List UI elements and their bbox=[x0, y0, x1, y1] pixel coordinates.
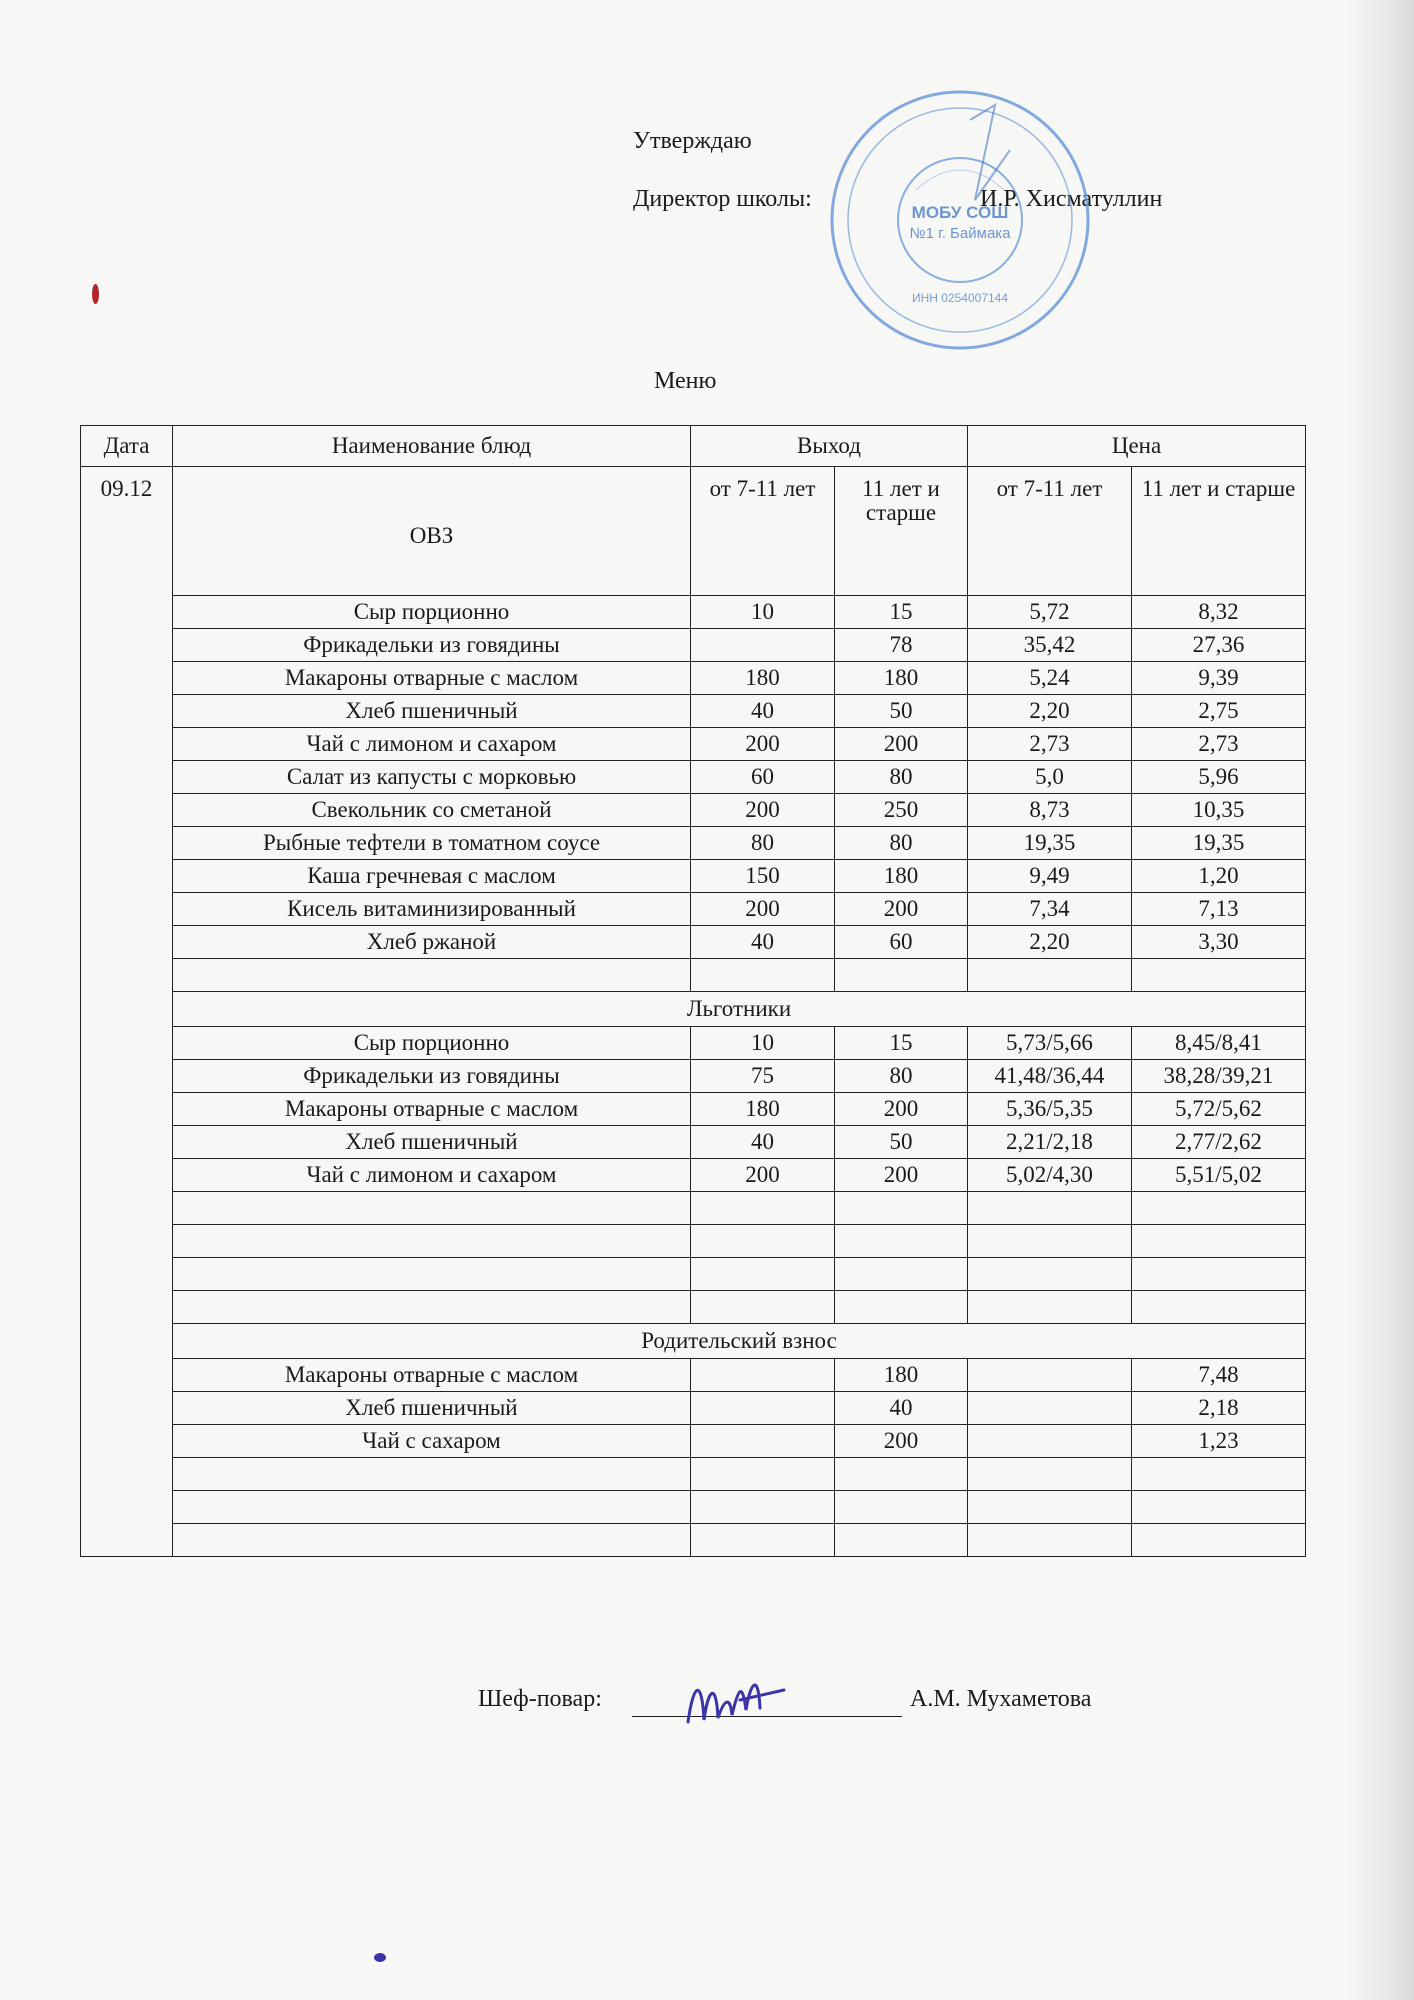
price-old: 2,18 bbox=[1132, 1392, 1306, 1425]
price-young: 41,48/36,44 bbox=[968, 1060, 1132, 1093]
empty-cell bbox=[1132, 1458, 1306, 1491]
output-young: 40 bbox=[691, 926, 835, 959]
output-young-label: от 7-11 лет bbox=[691, 467, 835, 596]
dish-name: Рыбные тефтели в томатном соусе bbox=[173, 827, 691, 860]
empty-cell bbox=[173, 1524, 691, 1557]
output-old: 80 bbox=[835, 1060, 968, 1093]
price-old: 2,75 bbox=[1132, 695, 1306, 728]
output-old: 40 bbox=[835, 1392, 968, 1425]
dish-name: Макароны отварные с маслом bbox=[173, 662, 691, 695]
empty-row bbox=[81, 1258, 1306, 1291]
table-row bbox=[81, 1126, 1306, 1159]
output-young: 10 bbox=[691, 596, 835, 629]
empty-cell bbox=[691, 959, 835, 992]
table-row bbox=[81, 1060, 1306, 1093]
ink-mark bbox=[92, 284, 99, 304]
table-row bbox=[81, 827, 1306, 860]
output-old-label: 11 лет и старше bbox=[835, 467, 968, 596]
price-old: 5,96 bbox=[1132, 761, 1306, 794]
price-young: 9,49 bbox=[968, 860, 1132, 893]
director-label: Директор школы: bbox=[633, 186, 812, 212]
empty-cell bbox=[173, 959, 691, 992]
dish-name: Салат из капусты с морковью bbox=[173, 761, 691, 794]
dish-name: Каша гречневая с маслом bbox=[173, 860, 691, 893]
table-row bbox=[81, 1159, 1306, 1192]
output-young bbox=[691, 629, 835, 662]
price-young: 2,21/2,18 bbox=[968, 1126, 1132, 1159]
empty-cell bbox=[691, 1524, 835, 1557]
dish-name: Чай с сахаром bbox=[173, 1425, 691, 1458]
group-ovz-label: ОВЗ bbox=[173, 467, 691, 596]
empty-cell bbox=[173, 1291, 691, 1324]
empty-cell bbox=[173, 1225, 691, 1258]
subheader-row bbox=[81, 467, 1306, 596]
price-young-label: от 7-11 лет bbox=[968, 467, 1132, 596]
price-old: 27,36 bbox=[1132, 629, 1306, 662]
table-row bbox=[81, 1392, 1306, 1425]
price-young: 8,73 bbox=[968, 794, 1132, 827]
empty-cell bbox=[691, 1491, 835, 1524]
output-young bbox=[691, 1425, 835, 1458]
output-old: 78 bbox=[835, 629, 968, 662]
output-old: 180 bbox=[835, 662, 968, 695]
output-young: 75 bbox=[691, 1060, 835, 1093]
empty-cell bbox=[835, 1192, 968, 1225]
output-young: 10 bbox=[691, 1027, 835, 1060]
output-old: 200 bbox=[835, 1425, 968, 1458]
price-old: 19,35 bbox=[1132, 827, 1306, 860]
output-old: 80 bbox=[835, 827, 968, 860]
empty-cell bbox=[1132, 1258, 1306, 1291]
price-old: 1,20 bbox=[1132, 860, 1306, 893]
empty-row bbox=[81, 1225, 1306, 1258]
output-young: 200 bbox=[691, 893, 835, 926]
output-young: 40 bbox=[691, 695, 835, 728]
table-row bbox=[81, 1359, 1306, 1392]
dish-name: Сыр порционно bbox=[173, 596, 691, 629]
output-young: 200 bbox=[691, 1159, 835, 1192]
menu-title: Меню bbox=[654, 368, 717, 394]
price-old: 2,77/2,62 bbox=[1132, 1126, 1306, 1159]
price-old: 8,45/8,41 bbox=[1132, 1027, 1306, 1060]
empty-cell bbox=[691, 1258, 835, 1291]
table-row bbox=[81, 893, 1306, 926]
empty-row bbox=[81, 1192, 1306, 1225]
empty-cell bbox=[691, 1192, 835, 1225]
output-young: 200 bbox=[691, 728, 835, 761]
empty-cell bbox=[1132, 1192, 1306, 1225]
empty-cell bbox=[835, 1524, 968, 1557]
price-young: 5,36/5,35 bbox=[968, 1093, 1132, 1126]
dish-name: Хлеб ржаной bbox=[173, 926, 691, 959]
empty-cell bbox=[1132, 1225, 1306, 1258]
director-name: И.Р. Хисматуллин bbox=[980, 186, 1163, 212]
dish-name: Свекольник со сметаной bbox=[173, 794, 691, 827]
price-young: 7,34 bbox=[968, 893, 1132, 926]
svg-text:№1 г. Баймака: №1 г. Баймака bbox=[909, 225, 1011, 242]
table-row bbox=[81, 596, 1306, 629]
menu-table bbox=[80, 425, 1306, 1557]
dish-name: Фрикадельки из говядины bbox=[173, 1060, 691, 1093]
output-old: 200 bbox=[835, 893, 968, 926]
empty-cell bbox=[835, 1458, 968, 1491]
price-young: 5,0 bbox=[968, 761, 1132, 794]
empty-cell bbox=[835, 1491, 968, 1524]
date-cell: 09.12 bbox=[81, 467, 173, 1557]
price-young bbox=[968, 1359, 1132, 1392]
empty-cell bbox=[173, 1491, 691, 1524]
dish-name: Сыр порционно bbox=[173, 1027, 691, 1060]
price-young bbox=[968, 1425, 1132, 1458]
dish-name: Фрикадельки из говядины bbox=[173, 629, 691, 662]
empty-cell bbox=[968, 1458, 1132, 1491]
price-young: 5,72 bbox=[968, 596, 1132, 629]
price-old: 38,28/39,21 bbox=[1132, 1060, 1306, 1093]
empty-cell bbox=[968, 1258, 1132, 1291]
output-young: 180 bbox=[691, 1093, 835, 1126]
empty-cell bbox=[691, 1458, 835, 1491]
empty-cell bbox=[835, 1258, 968, 1291]
price-young: 2,20 bbox=[968, 695, 1132, 728]
output-old: 80 bbox=[835, 761, 968, 794]
school-stamp bbox=[820, 80, 1100, 360]
chef-label: Шеф-повар: bbox=[478, 1686, 602, 1712]
chef-signature bbox=[680, 1660, 790, 1740]
empty-cell bbox=[968, 959, 1132, 992]
empty-cell bbox=[968, 1524, 1132, 1557]
benefit-section-title bbox=[81, 992, 1306, 1027]
table-row bbox=[81, 1027, 1306, 1060]
empty-row bbox=[81, 1458, 1306, 1491]
benefit-section-title-label: Льготники bbox=[173, 992, 1306, 1027]
output-old: 180 bbox=[835, 1359, 968, 1392]
table-row bbox=[81, 860, 1306, 893]
empty-row bbox=[81, 1291, 1306, 1324]
empty-cell bbox=[1132, 1491, 1306, 1524]
table-row bbox=[81, 695, 1306, 728]
header-output: Выход bbox=[691, 426, 968, 467]
price-young: 2,20 bbox=[968, 926, 1132, 959]
output-young bbox=[691, 1392, 835, 1425]
price-old: 9,39 bbox=[1132, 662, 1306, 695]
header-price: Цена bbox=[968, 426, 1306, 467]
parent-section-title-label: Родительский взнос bbox=[173, 1324, 1306, 1359]
header-name: Наименование блюд bbox=[173, 426, 691, 467]
dish-name: Макароны отварные с маслом bbox=[173, 1359, 691, 1392]
empty-cell bbox=[1132, 959, 1306, 992]
table-row bbox=[81, 1425, 1306, 1458]
price-young: 5,73/5,66 bbox=[968, 1027, 1132, 1060]
scan-edge-shadow bbox=[1344, 0, 1414, 2000]
output-young bbox=[691, 1359, 835, 1392]
price-old: 8,32 bbox=[1132, 596, 1306, 629]
price-young: 35,42 bbox=[968, 629, 1132, 662]
empty-cell bbox=[968, 1192, 1132, 1225]
empty-cell bbox=[691, 1225, 835, 1258]
price-old: 7,48 bbox=[1132, 1359, 1306, 1392]
price-young bbox=[968, 1392, 1132, 1425]
price-old: 3,30 bbox=[1132, 926, 1306, 959]
output-old: 250 bbox=[835, 794, 968, 827]
price-old: 5,51/5,02 bbox=[1132, 1159, 1306, 1192]
table-row bbox=[81, 728, 1306, 761]
dish-name: Хлеб пшеничный bbox=[173, 695, 691, 728]
output-old: 200 bbox=[835, 728, 968, 761]
parent-section-title bbox=[81, 1324, 1306, 1359]
empty-cell bbox=[968, 1491, 1132, 1524]
dish-name: Чай с лимоном и сахаром bbox=[173, 728, 691, 761]
dish-name: Макароны отварные с маслом bbox=[173, 1093, 691, 1126]
price-young: 5,02/4,30 bbox=[968, 1159, 1132, 1192]
table-row bbox=[81, 629, 1306, 662]
output-old: 15 bbox=[835, 596, 968, 629]
header-date: Дата bbox=[81, 426, 173, 467]
table-row bbox=[81, 1093, 1306, 1126]
ink-mark bbox=[374, 1953, 386, 1962]
svg-text:МОБУ СОШ: МОБУ СОШ bbox=[911, 203, 1009, 222]
empty-cell bbox=[835, 959, 968, 992]
empty-cell bbox=[968, 1225, 1132, 1258]
output-old: 200 bbox=[835, 1093, 968, 1126]
output-young: 80 bbox=[691, 827, 835, 860]
dish-name: Чай с лимоном и сахаром bbox=[173, 1159, 691, 1192]
output-old: 15 bbox=[835, 1027, 968, 1060]
table-row bbox=[81, 794, 1306, 827]
price-old: 7,13 bbox=[1132, 893, 1306, 926]
table-header-row bbox=[81, 426, 1306, 467]
svg-text:ИНН 0254007144: ИНН 0254007144 bbox=[911, 291, 1009, 305]
price-old: 5,72/5,62 bbox=[1132, 1093, 1306, 1126]
empty-cell bbox=[173, 1192, 691, 1225]
empty-row bbox=[81, 1491, 1306, 1524]
empty-cell bbox=[173, 1458, 691, 1491]
empty-row bbox=[81, 959, 1306, 992]
price-old: 2,73 bbox=[1132, 728, 1306, 761]
table-row bbox=[81, 926, 1306, 959]
price-young: 19,35 bbox=[968, 827, 1132, 860]
empty-row bbox=[81, 1524, 1306, 1557]
output-young: 60 bbox=[691, 761, 835, 794]
output-old: 180 bbox=[835, 860, 968, 893]
output-old: 60 bbox=[835, 926, 968, 959]
dish-name: Хлеб пшеничный bbox=[173, 1392, 691, 1425]
empty-cell bbox=[835, 1225, 968, 1258]
output-young: 150 bbox=[691, 860, 835, 893]
price-old: 10,35 bbox=[1132, 794, 1306, 827]
output-young: 200 bbox=[691, 794, 835, 827]
output-old: 50 bbox=[835, 1126, 968, 1159]
output-old: 200 bbox=[835, 1159, 968, 1192]
output-old: 50 bbox=[835, 695, 968, 728]
dish-name: Хлеб пшеничный bbox=[173, 1126, 691, 1159]
empty-cell bbox=[1132, 1291, 1306, 1324]
empty-cell bbox=[173, 1258, 691, 1291]
empty-cell bbox=[968, 1291, 1132, 1324]
price-old: 1,23 bbox=[1132, 1425, 1306, 1458]
price-young: 5,24 bbox=[968, 662, 1132, 695]
price-old-label: 11 лет и старше bbox=[1132, 467, 1306, 596]
chef-name: А.М. Мухаметова bbox=[910, 1686, 1092, 1712]
empty-cell bbox=[691, 1291, 835, 1324]
output-young: 40 bbox=[691, 1126, 835, 1159]
table-row bbox=[81, 662, 1306, 695]
table-row bbox=[81, 761, 1306, 794]
empty-cell bbox=[1132, 1524, 1306, 1557]
output-young: 180 bbox=[691, 662, 835, 695]
dish-name: Кисель витаминизированный bbox=[173, 893, 691, 926]
price-young: 2,73 bbox=[968, 728, 1132, 761]
empty-cell bbox=[835, 1291, 968, 1324]
approval-label: Утверждаю bbox=[633, 128, 752, 154]
